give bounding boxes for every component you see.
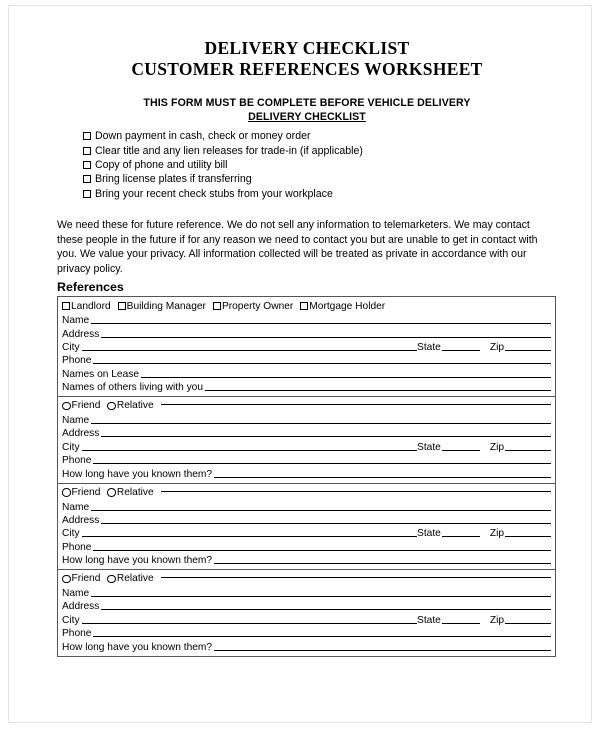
form-field-label: City [62,441,80,453]
form-field-row [62,453,551,466]
reference-type-option-label: Friend [71,573,101,585]
radio-button-icon[interactable] [62,575,71,584]
reference-type-option[interactable] [213,301,293,312]
form-field-input[interactable] [442,536,480,537]
form-field-label: Name [62,415,90,427]
form-field-label: Names on Lease [62,368,140,380]
form-field-label: Phone [62,628,92,640]
form-field-input[interactable] [101,609,551,610]
reference-type-option-label: Relative [116,486,154,498]
form-field-input[interactable] [101,436,551,437]
radio-button-icon[interactable] [62,402,71,411]
form-field-label: How long have you known them? [62,641,213,653]
checkbox-icon[interactable] [62,302,70,310]
form-field-row [62,526,551,539]
form-field-row [62,466,551,479]
radio-button-icon[interactable] [62,488,71,497]
form-field-input[interactable] [91,510,551,511]
radio-button-icon[interactable] [107,402,116,411]
reference-type-option[interactable] [118,301,206,312]
form-field-input[interactable] [442,350,480,351]
reference-type-option[interactable] [107,573,153,584]
checklist-item[interactable] [83,172,557,186]
reference-type-options [62,399,551,413]
reference-type-option[interactable] [62,487,100,498]
form-field-input[interactable] [505,536,551,537]
form-field-row [62,499,551,512]
form-field-label: Name [62,315,90,327]
checkbox-icon[interactable] [83,161,91,169]
reference-type-option[interactable] [107,487,153,498]
checkbox-icon[interactable] [213,302,221,310]
document-page [8,5,592,723]
form-field-row [62,612,551,625]
form-field-row [62,439,551,452]
form-field-input[interactable] [214,563,551,564]
document-content [57,38,557,657]
form-field-input[interactable] [505,450,551,451]
delivery-checklist [57,129,557,201]
form-field-row [62,553,551,566]
form-field-input[interactable] [505,623,551,624]
form-field-row [62,326,551,339]
checkbox-icon[interactable] [300,302,308,310]
delivery-checklist-heading: DELIVERY CHECKLIST [248,111,366,123]
form-field-label: City [62,528,80,540]
form-field-input[interactable] [91,323,551,324]
reference-type-option-label: Mortgage Holder [309,300,386,312]
reference-type-option-label: Friend [71,486,101,498]
form-field-input[interactable] [205,390,551,391]
checklist-item-label: Clear title and any lien releases for trade-in (if applicable) [95,144,363,157]
form-field-row [62,426,551,439]
reference-type-fill-line[interactable] [161,491,551,492]
form-field-row [62,539,551,552]
checklist-item[interactable] [83,187,557,201]
form-field-label: State [417,342,441,353]
checkbox-icon[interactable] [83,132,91,140]
reference-type-option[interactable] [107,400,153,411]
form-field-row [62,586,551,599]
checkbox-icon[interactable] [83,190,91,198]
title-line-2: CUSTOMER REFERENCES WORKSHEET [131,59,483,79]
form-field-input[interactable] [82,350,418,351]
radio-button-icon[interactable] [107,488,116,497]
checkbox-icon[interactable] [83,175,91,183]
form-field-input[interactable] [101,337,551,338]
form-field-input[interactable] [93,363,551,364]
form-field-label: Name [62,587,90,599]
form-field-row [62,639,551,652]
reference-type-option[interactable] [300,301,385,312]
form-field-input[interactable] [442,623,480,624]
form-field-input[interactable] [82,450,418,451]
form-field-label: Zip [489,614,504,626]
reference-type-option-label: Building Manager [126,300,206,312]
form-field-label: Zip [489,342,504,353]
form-field-input[interactable] [101,523,551,524]
form-field-label: Zip [489,528,504,540]
reference-block [58,297,555,396]
form-field-label: Phone [62,541,92,553]
form-field-label: How long have you known them? [62,468,213,480]
form-field-label: Phone [62,355,92,367]
form-field-row [62,380,551,393]
form-field-row [62,340,551,353]
reference-type-option-label: Relative [116,573,154,585]
form-field-row [62,313,551,326]
form-field-input[interactable] [505,350,551,351]
form-field-label: State [417,528,441,540]
form-field-label: City [62,342,80,353]
radio-button-icon[interactable] [107,575,116,584]
reference-type-option[interactable] [62,573,100,584]
form-field-input[interactable] [91,423,551,424]
reference-type-option-label: Property Owner [221,300,294,312]
form-field-row [62,353,551,366]
form-field-input[interactable] [93,463,551,464]
checklist-item[interactable] [83,129,557,143]
form-field-row [62,599,551,612]
form-field-label: Names of others living with you [62,382,203,394]
form-field-label: Address [62,601,100,613]
checkbox-icon[interactable] [118,302,126,310]
reference-type-option[interactable] [62,400,100,411]
title-line-1: DELIVERY CHECKLIST [204,38,410,58]
document-title [57,38,557,80]
checklist-item-label: Bring license plates if transferring [95,173,252,186]
form-field-row [62,413,551,426]
form-field-label: Phone [62,455,92,467]
form-field-label: Address [62,328,100,340]
form-field-label: Address [62,514,100,526]
form-field-label: State [417,441,441,453]
reference-type-option-label: Friend [71,400,101,412]
reference-block [58,569,555,655]
form-field-input[interactable] [93,550,551,551]
reference-type-option-label: Landlord [71,300,111,312]
form-field-label: How long have you known them? [62,555,213,567]
reference-type-options [62,486,551,500]
form-notice-subtitle: THIS FORM MUST BE COMPLETE BEFORE VEHICLE DELIVERY [143,97,471,109]
form-field-input[interactable] [82,536,418,537]
form-field-label: State [417,614,441,626]
form-field-input[interactable] [82,623,418,624]
reference-type-fill-line[interactable] [161,577,551,578]
reference-type-option-label: Relative [116,400,154,412]
form-field-row [62,513,551,526]
form-field-label: Zip [489,441,504,453]
checklist-item-label: Copy of phone and utility bill [95,158,228,171]
reference-type-options [62,299,551,313]
checklist-item[interactable] [83,158,557,172]
privacy-notice-paragraph: We need these for future reference. We do not sell any information to telemarketers. We may contact these people in the future if for any reason we need to contact you but are unable to get in contact with you. We value your privacy. All information collected will be treated as private in accordance with our privacy policy. [57,218,538,275]
form-field-row [62,626,551,639]
references-box [57,296,556,656]
form-field-label: City [62,614,80,626]
reference-block [58,483,555,569]
checkbox-icon[interactable] [83,147,91,155]
form-field-label: Address [62,428,100,440]
form-field-input[interactable] [91,596,551,597]
references-heading: References [57,280,124,295]
reference-block [58,396,555,482]
form-field-input[interactable] [214,477,551,478]
reference-type-option[interactable] [62,301,111,312]
checklist-item-label: Down payment in cash, check or money order [95,130,311,143]
form-field-input[interactable] [93,636,551,637]
checklist-item[interactable] [83,143,557,157]
form-field-input[interactable] [214,650,551,651]
form-field-label: Name [62,501,90,513]
reference-type-fill-line[interactable] [161,404,551,405]
form-field-input[interactable] [141,377,551,378]
reference-type-options [62,572,551,586]
form-field-input[interactable] [442,450,480,451]
form-field-row [62,366,551,379]
checklist-item-label: Bring your recent check stubs from your workplace [95,187,333,200]
